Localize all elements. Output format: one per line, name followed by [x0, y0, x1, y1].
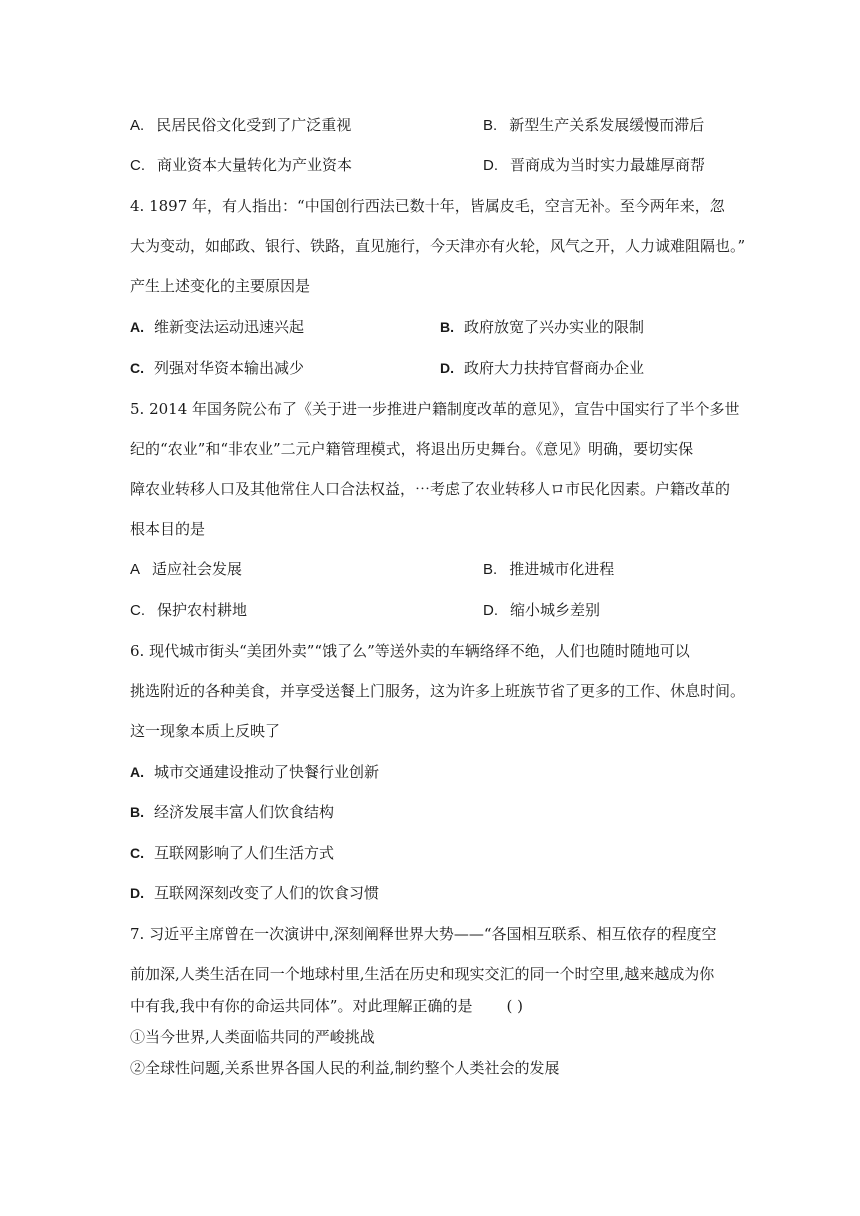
q7-stem-line-3-text: 中有我,我中有你的命运共同体”。对此理解正确的是	[130, 997, 473, 1015]
option-text: 政府放宽了兴办实业的限制	[464, 318, 645, 336]
q3-option-c	[130, 155, 352, 176]
q5-option-a	[130, 559, 242, 580]
option-text: 民居民俗文化受到了广泛重视	[156, 116, 352, 134]
q6-option-a	[130, 762, 379, 782]
q7-stem-line-2: 前加深,人类生活在同一个地球村里,生活在历史和现实交汇的同一个时空里,越来越成为你	[130, 965, 715, 983]
option-label: B.	[483, 561, 498, 578]
q5-stem-line-1: 5. 2014 年国务院公布了《关于进一步推进户籍制度改革的意见》，宣告中国实行了半个多世	[130, 400, 740, 418]
q7-item-2: ②全球性问题,关系世界各国人民的利益,制约整个人类社会的发展	[130, 1059, 560, 1077]
option-label: D.	[130, 885, 144, 901]
option-text: 保护农村耕地	[157, 601, 248, 619]
q7-stem-line-1: 7. 习近平主席曾在一次演讲中,深刻阐释世界大势——“各国相互联系、相互依存的程度空	[130, 925, 717, 943]
option-text: 新型生产关系发展缓慢而滞后	[509, 116, 705, 134]
q4-stem-line-1: 4. 1897 年，有人指出：“中国创行西法已数十年，皆属皮毛，空言无补。至今两年来，忽	[130, 197, 725, 215]
q5-stem-line-2: 纪的“农业”和“非农业”二元户籍管理模式，将退出历史舞台。《意见》明确，要切实保	[130, 440, 694, 458]
q7-stem-line-3	[130, 996, 523, 1016]
option-label: B.	[130, 804, 144, 820]
q6-stem-line-1: 6. 现代城市街头“美团外卖”“饿了么”等送外卖的车辆络绎不绝，人们也随时随地可以	[130, 642, 690, 660]
q6-stem-line-2: 挑选附近的各种美食，并享受送餐上门服务，这为许多上班族节省了更多的工作、休息时间。	[130, 682, 746, 700]
option-label: B.	[440, 319, 454, 335]
option-label: A	[130, 561, 141, 578]
option-text: 城市交通建设推动了快餐行业创新	[154, 763, 380, 781]
option-text: 推进城市化进程	[509, 560, 615, 578]
option-label: C.	[130, 157, 145, 174]
q6-stem-line-3: 这一现象本质上反映了	[130, 722, 281, 740]
q4-option-d	[440, 358, 644, 378]
option-label: D.	[440, 360, 454, 376]
q4-option-a	[130, 317, 304, 337]
option-label: A.	[130, 764, 144, 780]
q4-stem-line-3: 产生上述变化的主要原因是	[130, 277, 311, 295]
option-label: C.	[130, 360, 144, 376]
option-label: D.	[483, 602, 498, 619]
option-text: 经济发展丰富人们饮食结构	[154, 803, 335, 821]
option-text: 缩小城乡差别	[510, 601, 601, 619]
option-text: 晋商成为当时实力最雄厚商帮	[510, 156, 706, 174]
option-text: 政府大力扶持官督商办企业	[464, 359, 645, 377]
option-label: A.	[130, 319, 144, 335]
answer-blank: ( )	[506, 997, 523, 1015]
q7-item-1: ①当今世界,人类面临共同的严峻挑战	[130, 1028, 375, 1046]
option-label: C.	[130, 602, 145, 619]
q5-stem-line-4: 根本目的是	[130, 520, 206, 538]
q5-option-b	[483, 559, 614, 580]
option-label: D.	[483, 157, 498, 174]
q6-option-d	[130, 883, 379, 903]
q3-option-b	[483, 115, 704, 136]
q3-option-d	[483, 155, 705, 176]
option-text: 互联网深刻改变了人们的饮食习惯	[154, 884, 380, 902]
option-text: 适应社会发展	[152, 560, 243, 578]
q4-option-c	[130, 358, 304, 378]
option-text: 互联网影响了人们生活方式	[154, 844, 335, 862]
q5-stem-line-3: 障农业转移人口及其他常住人口合法权益，⋯考虑了农业转移人ロ市民化因素。户籍改革的	[130, 480, 731, 498]
q4-stem-line-2: 大为变动，如邮政、银行、铁路，直见施行，今天津亦有火轮，风气之开，人力诚难阻隔也。”	[130, 237, 746, 255]
option-label: B.	[483, 117, 498, 134]
option-text: 维新变法运动迅速兴起	[154, 318, 305, 336]
q5-option-c	[130, 600, 247, 621]
q3-option-a	[130, 115, 351, 136]
q6-option-c	[130, 843, 334, 863]
option-text: 商业资本大量转化为产业资本	[157, 156, 353, 174]
option-label: C.	[130, 845, 144, 861]
q6-option-b	[130, 802, 334, 822]
option-text: 列强对华资本输出减少	[154, 359, 305, 377]
q5-option-d	[483, 600, 600, 621]
option-label: A.	[130, 117, 145, 134]
q4-option-b	[440, 317, 644, 337]
